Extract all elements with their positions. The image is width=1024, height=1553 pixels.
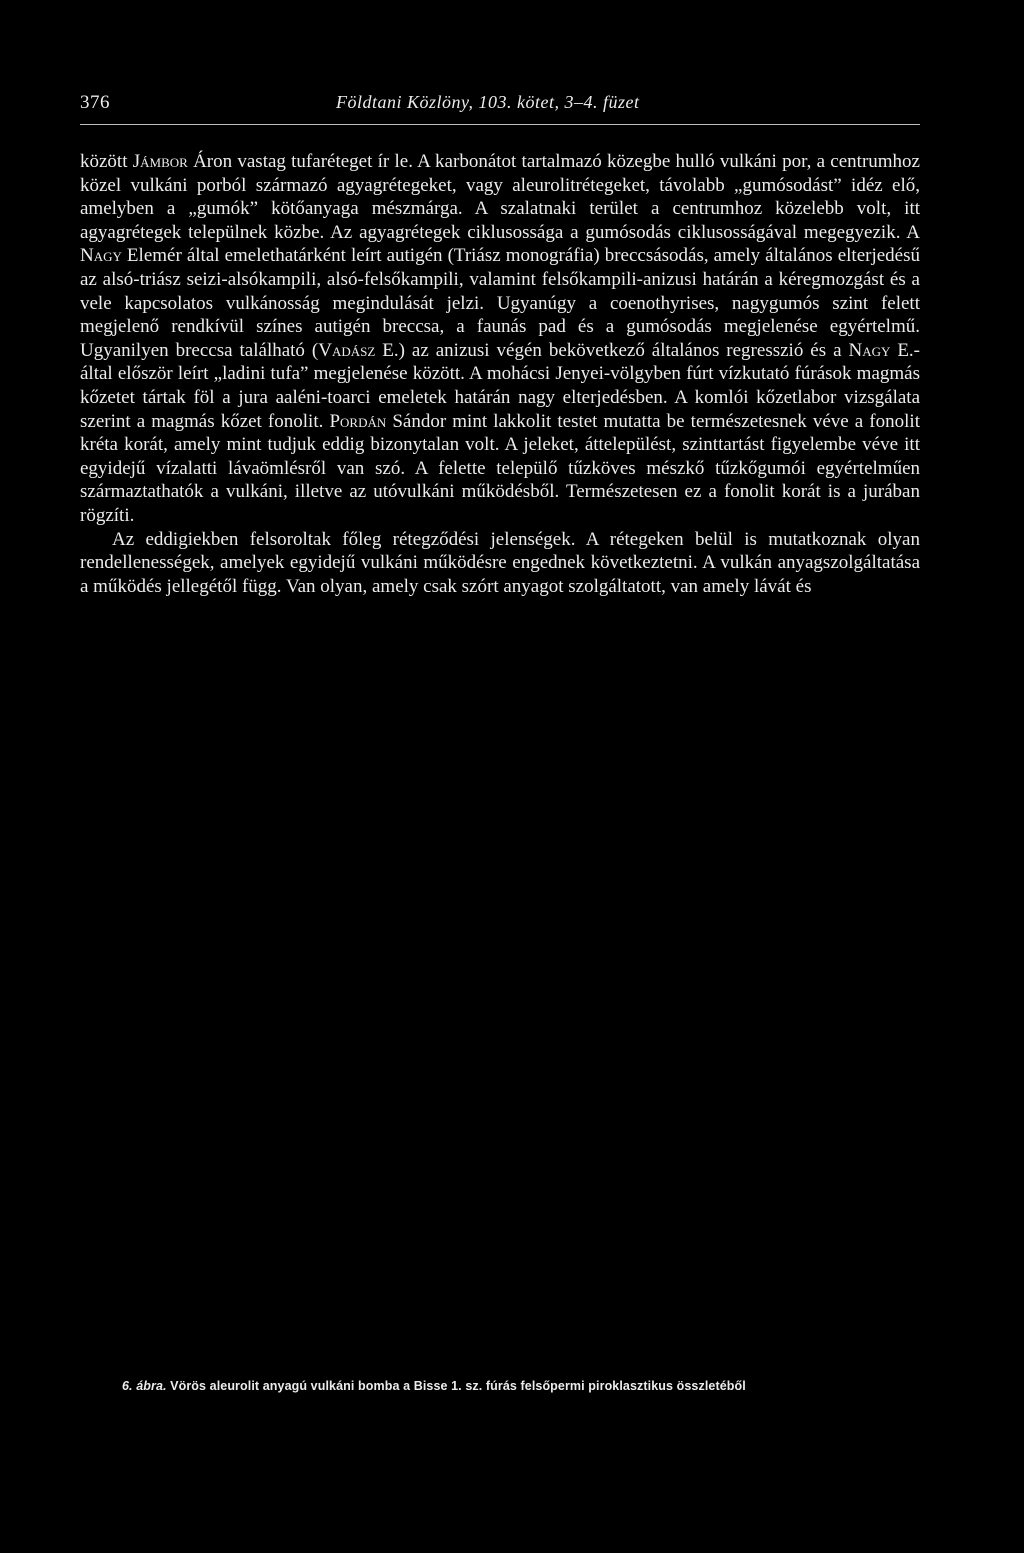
running-head [80,92,920,120]
figure-label: 6. ábra. [122,1379,167,1393]
author-name-pordan: Pordán [329,410,387,432]
author-name-nagy: Nagy [848,339,891,361]
paragraph-2: Az eddigiekben felsoroltak főleg rétegződési jelenségek. A rétegeken belül is mutatkoznak olyan rendellenességek, amelyek egyidejű vulkáni működésre engednek következtetni. A vulkán anyagszolgáltatása a működés jellegétől függ. Van olyan, amely csak szórt anyagot szolgáltatott, van amely lávát és [80,528,920,597]
page-number: 376 [80,92,110,113]
author-name-jambor: Jámbor [132,151,188,172]
paragraph-1 [80,150,920,528]
author-name-vadasz: Vadász [318,339,376,361]
text-run: Sándor mint lakkolit testet mutatta be természetesnek véve a fonolit kréta korát, amely mint tudjuk eddig bizonytalan volt. A jeleket, áttelepülést, szinttartást figyelembe véve itt egyidejű vízalatti lávaömlésről van szó. A felette települő tűzköves mészkő tűzkőgumói egyértelműen származtathatók a vulkáni, illetve az utóvulkáni működésből. Természetesen ez a fonolit korát is a jurában rögzíti. [80,410,920,526]
figure-caption-text: Vörös aleurolit anyagú vulkáni bomba a Bisse 1. sz. fúrás felsőpermi piroklasztikus összletéből [166,1379,746,1393]
body-text [80,150,920,598]
author-name-nagy: Nagy [80,245,122,267]
header-rule [80,124,920,125]
text-run: között [80,151,133,172]
text-run: E.-által először leírt „ladini tufa” megjelenése között. A mohácsi Jenyei-völgyben fúrt vízkutató fúrások magmás kőzetet tártak föl a jura aaléni-toarci emeletek határán nagy elterjedésben. A komlói kőzetlabor vizsgálata szerint a magmás kőzet fonolit. [80,339,921,432]
figure-caption [122,1379,912,1393]
text-run: E.) az anizusi végén bekövetkező általános regresszió és a [375,339,849,361]
text-run: Áron vastag tufaréteget ír le. A karbonátot tartalmazó közegbe hulló vulkáni por, a centrumhoz közel vulkáni porból származó agyagrétegeket, vagy aleurolitrétegeket, távolabb „gumósodást” idéz elő, amelyben a „gumók” kötőanyaga mészmárga. A szalatnaki terület a centrumhoz közelebb volt, itt agyagrétegek települnek közbe. Az agyagrétegek ciklusossága a gumósodás ciklusosságával megegyezik. A [80,151,920,243]
figure-image [80,830,920,1370]
text-run: Elemér által emelethatárként leírt autigén (Triász monográfia) breccsásodás, amely általános elterjedésű az alsó-triász seizi-alsókampili, alsó-felsőkampili, valamint felsőkampili-anizusi határán a kéregmozgást és a vele kapcsolatos vulkánosság megindulását jelzi. Ugyanúgy a coenothyrises, nagygumós szint felett megjelenő rendkívül színes autigén breccsa, a faunás pad és a gumósodás megjelenése egyértelmű. Ugyanilyen breccsa található ( [80,245,920,361]
journal-citation: Földtani Közlöny, 103. kötet, 3–4. füzet [336,92,640,112]
